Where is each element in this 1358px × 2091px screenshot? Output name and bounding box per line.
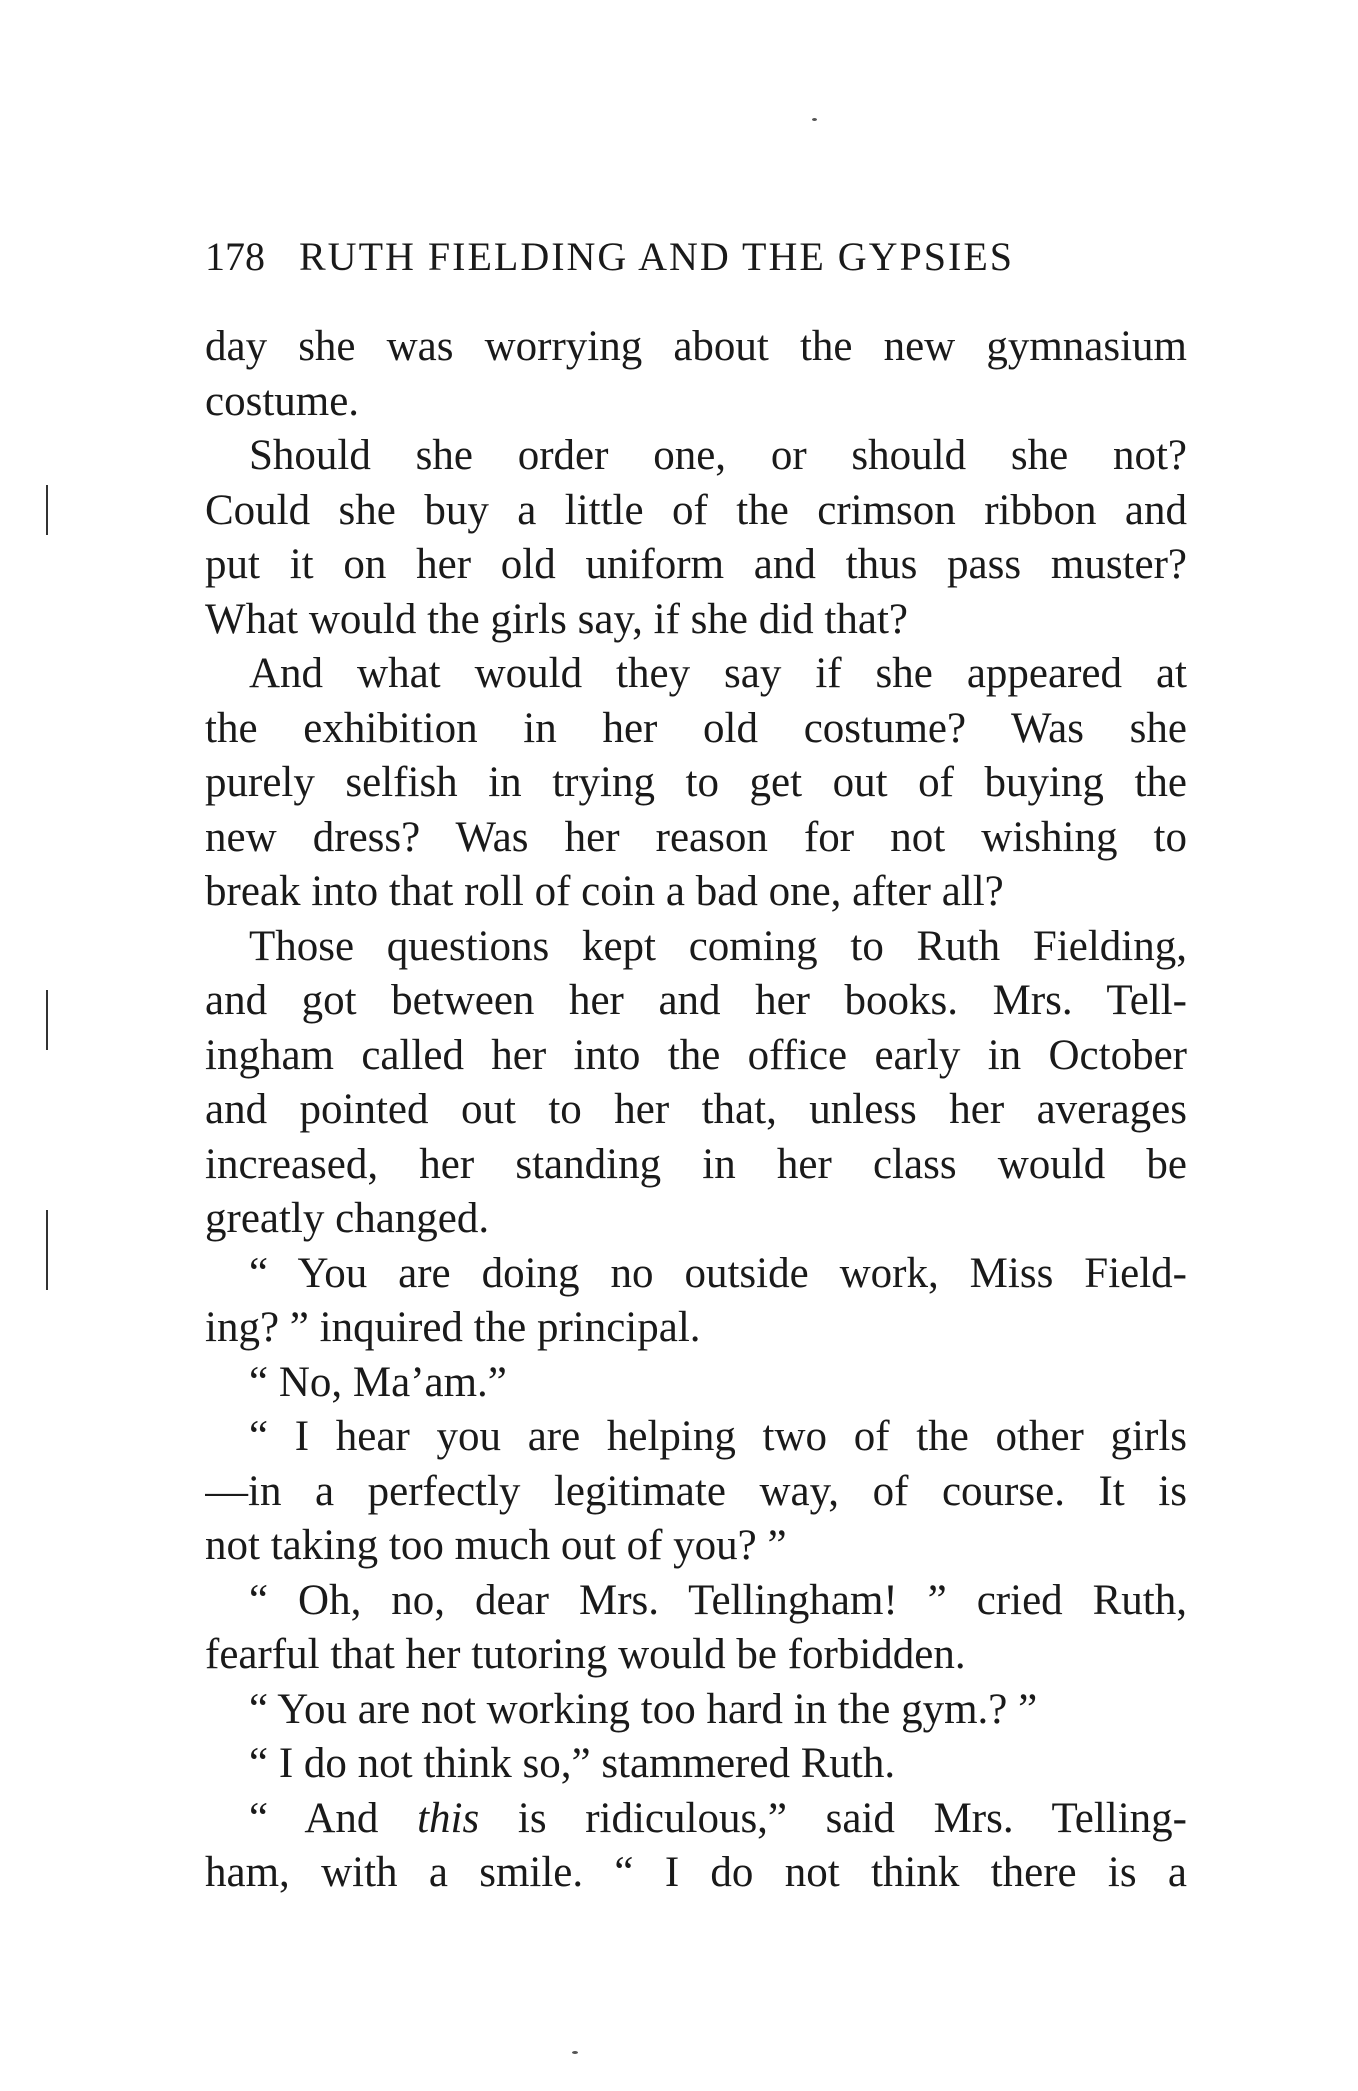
margin-mark (46, 1210, 48, 1290)
running-title: RUTH FIELDING AND THE GYPSIES (299, 234, 1015, 279)
text-line-content: ing? ” inquired the principal. (205, 1304, 701, 1351)
body-text (205, 320, 1187, 1901)
text-line (205, 811, 1187, 866)
text-line-content: new dress? Was her reason for not wishing to (205, 813, 1187, 861)
text-line-content: day she was worrying about the new gymnasium (205, 323, 1187, 370)
text-line (205, 1029, 1187, 1084)
text-line-content: “ I hear you are helping two of the other girls (249, 1413, 1187, 1460)
text-line (205, 1083, 1187, 1138)
text-line (205, 920, 1187, 975)
italic-word: this (417, 1794, 480, 1842)
text-line (205, 1628, 1187, 1683)
text-line (205, 974, 1187, 1029)
text-line (205, 538, 1187, 593)
text-line-content: Those questions kept coming to Ruth Fielding, (249, 922, 1187, 970)
text-line (205, 484, 1187, 539)
margin-mark (46, 990, 48, 1050)
text-line (205, 1247, 1187, 1302)
text-line-content: Should she order one, or should she not? (249, 432, 1187, 479)
text-line (205, 1574, 1187, 1629)
print-speck (812, 118, 817, 121)
text-line-content: costume. (205, 377, 360, 425)
text-line-content (205, 1792, 1187, 1847)
text-line (205, 756, 1187, 811)
text-line-content: “ No, Ma’am.” (249, 1358, 507, 1406)
text-line-content: put it on her old uniform and thus pass muster? (205, 541, 1187, 588)
text-line-content: —in a perfectly legitimate way, of course. It is (205, 1467, 1187, 1515)
text-line-content: the exhibition in her old costume? Was she (205, 704, 1187, 752)
text-line (205, 1410, 1187, 1465)
text-line (205, 647, 1187, 702)
text-line-content: And what would they say if she appeared at (249, 650, 1187, 697)
text-line (205, 1846, 1187, 1901)
print-speck (572, 2051, 578, 2054)
running-head (205, 232, 1185, 282)
text-line-content: fearful that her tutoring would be forbidden. (205, 1631, 966, 1678)
text-line (205, 1792, 1187, 1847)
text-line (205, 1356, 1187, 1411)
text-line-content: not taking too much out of you? ” (205, 1522, 787, 1569)
text-line-content: “ Oh, no, dear Mrs. Tellingham! ” cried Ruth, (249, 1576, 1187, 1624)
text-line-content: purely selfish in trying to get out of buying the (205, 759, 1187, 806)
text-line (205, 1519, 1187, 1574)
text-line (205, 429, 1187, 484)
text-line-content: break into that roll of coin a bad one, after all? (205, 868, 1004, 915)
text-line (205, 1301, 1187, 1356)
text-segment: “ And (249, 1794, 418, 1842)
text-line (205, 1737, 1187, 1792)
text-line (205, 593, 1187, 648)
text-line (205, 1192, 1187, 1247)
text-segment: is ridiculous,” said Mrs. Telling- (479, 1794, 1187, 1842)
text-line (205, 865, 1187, 920)
text-line-content: and pointed out to her that, unless her averages (205, 1086, 1187, 1133)
text-line (205, 1683, 1187, 1738)
text-line-content: ingham called her into the office early in October (205, 1031, 1187, 1079)
text-line-content: Could she buy a little of the crimson ribbon and (205, 486, 1187, 534)
text-line (205, 320, 1187, 375)
text-line-content: “ I do not think so,” stammered Ruth. (249, 1740, 896, 1787)
text-line-content: “ You are not working too hard in the gym.? ” (249, 1685, 1038, 1733)
text-line-content: What would the girls say, if she did that? (205, 595, 908, 643)
text-line-content: greatly changed. (205, 1195, 490, 1242)
text-line-content: and got between her and her books. Mrs. Tell- (205, 977, 1187, 1024)
text-line-content: “ You are doing no outside work, Miss Field- (249, 1249, 1187, 1297)
text-line (205, 1138, 1187, 1193)
text-line (205, 375, 1187, 430)
margin-mark (46, 485, 48, 535)
text-line (205, 702, 1187, 757)
text-line (205, 1465, 1187, 1520)
page-number: 178 (205, 234, 265, 279)
text-line-content: ham, with a smile. “ I do not think there is a (205, 1849, 1187, 1896)
text-line-content: increased, her standing in her class would be (205, 1140, 1187, 1188)
